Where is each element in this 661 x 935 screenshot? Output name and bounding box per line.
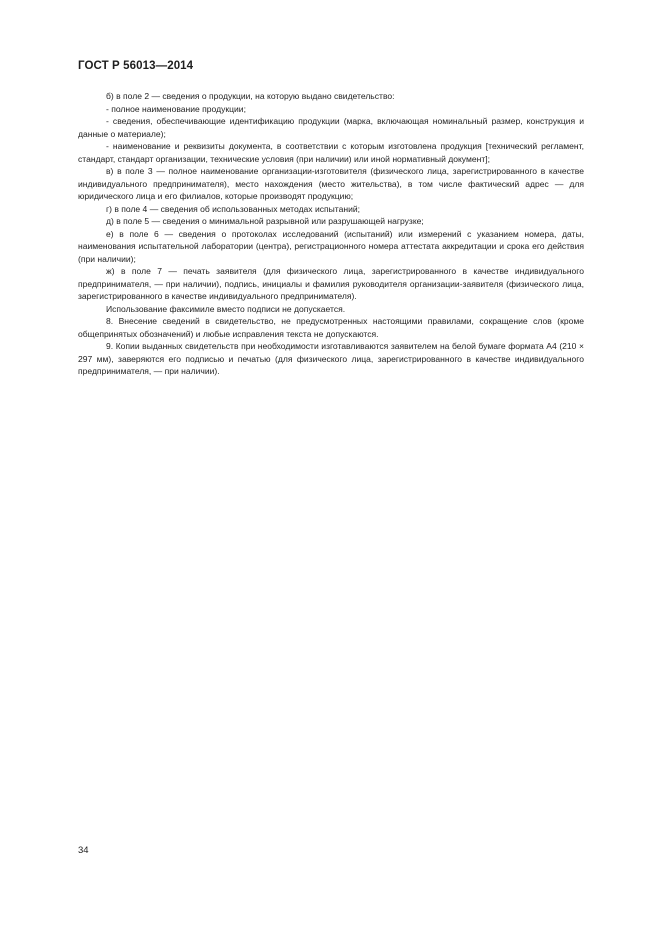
paragraph-field-5: д) в поле 5 — сведения о минимальной разрывной или разрушающей нагрузке; [106,216,424,226]
paragraph-product-name: - полное наименование продукции; [106,103,246,114]
paragraph-field-3: в) в поле 3 — полное наименование организации-изготовителя (физического лица, зарегистрированного в качестве индивидуального предпринимателя), место нахождения (место жительства), в том числе фактический адрес — для юридического лица и его филиалов, которые производят продукцию; [78,166,584,201]
paragraph-facsimile: Использование факсимиле вместо подписи не допускается. [106,303,346,314]
paragraph-field-6: е) в поле 6 — сведения о протоколах исследований (испытаний) или измерений с указанием номера, даты, наименования испытательной лаборатории (центра), регистрационного номера аттестата аккредитации и срока его действия (при наличии); [78,228,584,264]
paragraph-field-7: ж) в поле 7 — печать заявителя (для физического лица, зарегистрированного в качестве индивидуального предпринимателя, — при наличии), подпись, инициалы и фамилия руководителя организации-заявителя (физического лица, зарегистрированного в качестве индивидуального предпринимателя). [78,266,584,301]
paragraph-field-4: г) в поле 4 — сведения об использованных методах испытаний; [106,203,360,214]
document-body [78,90,584,378]
paragraph-item-9: 9. Копии выданных свидетельств при необходимости изготавливаются заявителем на белой бумаге формата А4 (210 × 297 мм), заверяются его подписью и печатью (для физического лица, зарегистрированного в качестве индивидуального предпринимателя, — при наличии). [78,341,584,376]
paragraph-item-8: 8. Внесение сведений в свидетельство, не предусмотренных настоящими правилами, сокращение слов (кроме общепринятых обозначений) и любые исправления текста не допускаются. [78,316,584,339]
paragraph-field-2: б) в поле 2 — сведения о продукции, на которую выдано свидетельство: [106,91,395,101]
paragraph-document-requisites: - наименование и реквизиты документа, в соответствии с которым изготовлена продукция [технический регламент, стандарт, стандарт организации, технические условия (при наличии) или иной нормативный документ]; [78,141,584,164]
paragraph-product-identification: - сведения, обеспечивающие идентификацию продукции (марка, включающая номинальный размер, конструкция и данные о материале); [78,116,584,139]
page-number: 34 [78,845,89,856]
document-header: ГОСТ Р 56013—2014 [78,60,194,72]
